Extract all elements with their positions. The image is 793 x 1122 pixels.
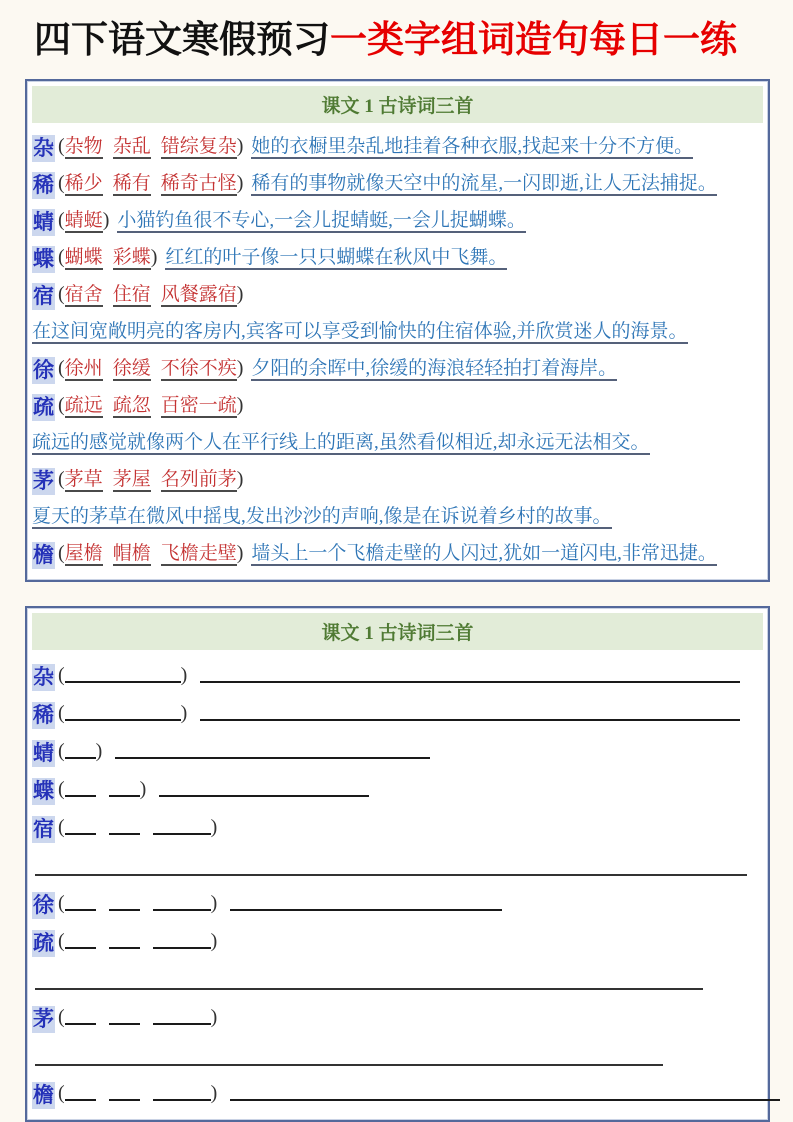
word: 杂乱 bbox=[112, 135, 151, 157]
page-title-prefix: 四下语文寒假预习 bbox=[34, 20, 330, 61]
filled-row-shu bbox=[32, 387, 762, 424]
target-character: 稀 bbox=[33, 702, 54, 727]
word-blank[interactable] bbox=[109, 781, 140, 797]
word-blank[interactable] bbox=[65, 895, 96, 911]
open-paren: ( bbox=[58, 245, 65, 268]
word-blank[interactable] bbox=[153, 819, 211, 835]
target-character: 徐 bbox=[33, 892, 54, 917]
practice-row-za bbox=[32, 656, 762, 694]
practice-row-su bbox=[32, 808, 762, 846]
target-character: 茅 bbox=[33, 1006, 54, 1031]
filled-sentence-line-su bbox=[32, 313, 762, 350]
word-blank[interactable] bbox=[65, 667, 181, 683]
open-paren: ( bbox=[58, 134, 65, 157]
open-paren: ( bbox=[58, 541, 65, 564]
sentence-blank[interactable] bbox=[200, 667, 740, 683]
word-blank[interactable] bbox=[65, 1085, 96, 1101]
target-character: 疏 bbox=[33, 930, 54, 955]
word: 疏忽 bbox=[112, 394, 151, 416]
word: 百密一疏 bbox=[160, 394, 237, 416]
practice-answer-line-row bbox=[32, 1036, 762, 1074]
example-sentence: 小猫钓鱼很不专心,一会儿捉蜻蜓,一会儿捉蝴蝶。 bbox=[117, 209, 526, 231]
filled-examples-box bbox=[25, 79, 770, 582]
word: 帽檐 bbox=[112, 542, 151, 564]
close-paren: ) bbox=[102, 208, 110, 231]
word: 稀有 bbox=[112, 172, 151, 194]
close-paren: ) bbox=[180, 663, 188, 686]
word: 不徐不疾 bbox=[160, 357, 237, 379]
open-paren: ( bbox=[58, 891, 65, 914]
word: 稀少 bbox=[64, 172, 103, 194]
word-blank[interactable] bbox=[109, 933, 140, 949]
target-character: 蝶 bbox=[33, 778, 54, 803]
example-sentence: 她的衣橱里杂乱地挂着各种衣服,找起来十分不方便。 bbox=[251, 135, 694, 157]
word-blank[interactable] bbox=[109, 895, 140, 911]
word-blank[interactable] bbox=[65, 1009, 96, 1025]
word: 名列前茅 bbox=[160, 468, 237, 490]
close-paren: ) bbox=[236, 541, 244, 564]
close-paren: ) bbox=[236, 356, 244, 379]
page-title-highlight: 一类字组词造句每日一练 bbox=[330, 20, 737, 61]
practice-body bbox=[27, 654, 768, 1120]
word: 彩蝶 bbox=[112, 246, 151, 268]
word: 稀奇古怪 bbox=[160, 172, 237, 194]
practice-row-shu bbox=[32, 922, 762, 960]
example-sentence: 夕阳的余晖中,徐缓的海浪轻轻拍打着海岸。 bbox=[251, 357, 618, 379]
open-paren: ( bbox=[58, 929, 65, 952]
target-character: 宿 bbox=[33, 283, 54, 308]
word-blank[interactable] bbox=[109, 1009, 140, 1025]
filled-row-qing bbox=[32, 202, 762, 239]
word-blank[interactable] bbox=[65, 819, 96, 835]
example-sentence: 疏远的感觉就像两个人在平行线上的距离,虽然看似相近,却永远无法相交。 bbox=[32, 431, 650, 453]
open-paren: ( bbox=[58, 815, 65, 838]
close-paren: ) bbox=[236, 171, 244, 194]
word-blank[interactable] bbox=[153, 933, 211, 949]
filled-row-die bbox=[32, 239, 762, 276]
word-blank[interactable] bbox=[65, 933, 96, 949]
word: 宿舍 bbox=[64, 283, 103, 305]
example-sentence: 红红的叶子像一只只蝴蝶在秋风中飞舞。 bbox=[165, 246, 508, 268]
sentence-blank[interactable] bbox=[115, 743, 430, 759]
close-paren: ) bbox=[95, 739, 103, 762]
practice-row-qing bbox=[32, 732, 762, 770]
target-character: 宿 bbox=[33, 816, 54, 841]
sentence-blank-line[interactable] bbox=[35, 1064, 663, 1066]
filled-sentence-line-mao bbox=[32, 498, 762, 535]
filled-row-xu bbox=[32, 350, 762, 387]
example-sentence: 在这间宽敞明亮的客房内,宾客可以享受到愉快的住宿体验,并欣赏迷人的海景。 bbox=[32, 320, 688, 342]
close-paren: ) bbox=[210, 1081, 218, 1104]
word: 蜻蜓 bbox=[64, 209, 103, 231]
filled-row-xi bbox=[32, 165, 762, 202]
word: 茅屋 bbox=[112, 468, 151, 490]
sentence-blank-line[interactable] bbox=[35, 988, 703, 990]
open-paren: ( bbox=[58, 356, 65, 379]
practice-row-xi bbox=[32, 694, 762, 732]
close-paren: ) bbox=[139, 777, 147, 800]
word-blank[interactable] bbox=[153, 1085, 211, 1101]
example-sentence: 夏天的茅草在微风中摇曳,发出沙沙的声响,像是在诉说着乡村的故事。 bbox=[32, 505, 612, 527]
practice-box bbox=[25, 606, 770, 1122]
target-character: 疏 bbox=[33, 394, 54, 419]
filled-row-mao bbox=[32, 461, 762, 498]
word: 住宿 bbox=[112, 283, 151, 305]
word-blank[interactable] bbox=[153, 895, 211, 911]
open-paren: ( bbox=[58, 208, 65, 231]
open-paren: ( bbox=[58, 701, 65, 724]
target-character: 檐 bbox=[33, 542, 54, 567]
filled-row-yan bbox=[32, 535, 762, 572]
target-character: 檐 bbox=[33, 1082, 54, 1107]
word: 徐州 bbox=[64, 357, 103, 379]
sentence-blank[interactable] bbox=[200, 705, 740, 721]
practice-row-yan bbox=[32, 1074, 762, 1112]
filled-row-su bbox=[32, 276, 762, 313]
word-blank[interactable] bbox=[65, 705, 181, 721]
example-sentence: 墙头上一个飞檐走壁的人闪过,犹如一道闪电,非常迅捷。 bbox=[251, 542, 717, 564]
target-character: 徐 bbox=[33, 357, 54, 382]
word: 飞檐走壁 bbox=[160, 542, 237, 564]
word: 杂物 bbox=[64, 135, 103, 157]
lesson-header: 课文 1 古诗词三首 bbox=[32, 86, 763, 123]
target-character: 蜻 bbox=[33, 209, 54, 234]
close-paren: ) bbox=[210, 929, 218, 952]
open-paren: ( bbox=[58, 1005, 65, 1028]
word-blank[interactable] bbox=[153, 1009, 211, 1025]
word: 徐缓 bbox=[112, 357, 151, 379]
practice-answer-line-row bbox=[32, 960, 762, 998]
close-paren: ) bbox=[180, 701, 188, 724]
filled-sentence-line-shu bbox=[32, 424, 762, 461]
word-blank[interactable] bbox=[65, 781, 96, 797]
word-blank[interactable] bbox=[109, 819, 140, 835]
close-paren: ) bbox=[210, 891, 218, 914]
close-paren: ) bbox=[236, 134, 244, 157]
word: 风餐露宿 bbox=[160, 283, 237, 305]
target-character: 杂 bbox=[33, 135, 54, 160]
example-sentence: 稀有的事物就像天空中的流星,一闪即逝,让人无法捕捉。 bbox=[251, 172, 717, 194]
open-paren: ( bbox=[58, 171, 65, 194]
open-paren: ( bbox=[58, 282, 65, 305]
target-character: 稀 bbox=[33, 172, 54, 197]
word: 疏远 bbox=[64, 394, 103, 416]
filled-examples-body bbox=[27, 127, 768, 580]
close-paren: ) bbox=[150, 245, 158, 268]
sentence-blank[interactable] bbox=[230, 895, 502, 911]
open-paren: ( bbox=[58, 777, 65, 800]
close-paren: ) bbox=[210, 1005, 218, 1028]
open-paren: ( bbox=[58, 1081, 65, 1104]
open-paren: ( bbox=[58, 663, 65, 686]
close-paren: ) bbox=[236, 282, 244, 305]
close-paren: ) bbox=[236, 393, 244, 416]
page-title bbox=[0, 0, 793, 66]
target-character: 杂 bbox=[33, 664, 54, 689]
word: 屋檐 bbox=[64, 542, 103, 564]
open-paren: ( bbox=[58, 393, 65, 416]
word-blank[interactable] bbox=[65, 743, 96, 759]
sentence-blank[interactable] bbox=[230, 1085, 780, 1101]
open-paren: ( bbox=[58, 739, 65, 762]
close-paren: ) bbox=[236, 467, 244, 490]
filled-row-za bbox=[32, 128, 762, 165]
word-blank[interactable] bbox=[109, 1085, 140, 1101]
target-character: 蜻 bbox=[33, 740, 54, 765]
practice-row-die bbox=[32, 770, 762, 808]
lesson-header: 课文 1 古诗词三首 bbox=[32, 613, 763, 650]
close-paren: ) bbox=[210, 815, 218, 838]
sentence-blank[interactable] bbox=[159, 781, 369, 797]
practice-row-xu bbox=[32, 884, 762, 922]
target-character: 蝶 bbox=[33, 246, 54, 271]
practice-answer-line-row bbox=[32, 846, 762, 884]
word: 错综复杂 bbox=[160, 135, 237, 157]
practice-row-mao bbox=[32, 998, 762, 1036]
target-character: 茅 bbox=[33, 468, 54, 493]
word: 蝴蝶 bbox=[64, 246, 103, 268]
open-paren: ( bbox=[58, 467, 65, 490]
word: 茅草 bbox=[64, 468, 103, 490]
sentence-blank-line[interactable] bbox=[35, 874, 747, 876]
